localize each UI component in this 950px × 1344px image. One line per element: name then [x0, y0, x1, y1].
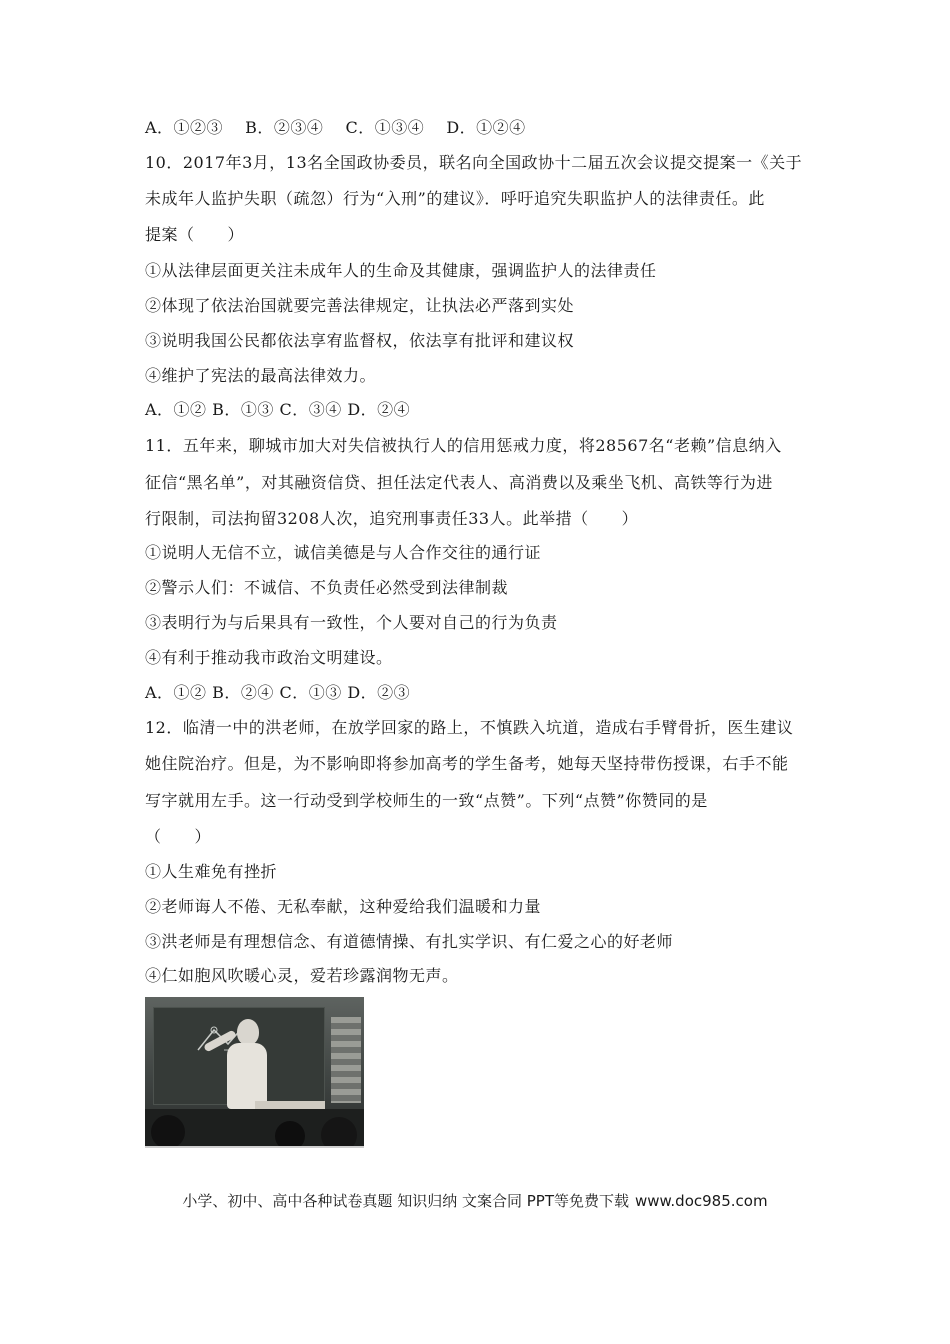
q11-option-2: ②警示人们：不诚信、不负责任必然受到法律制裁: [145, 578, 509, 597]
q10-option-4: ④维护了宪法的最高法律效力。: [145, 366, 377, 385]
q10-option-3: ③说明我国公民都依法享宥监督权，依法享有批评和建议权: [145, 331, 575, 350]
q12-option-4: ④仁如胞风吹暖心灵，爱若珍露润物无声。: [145, 966, 459, 985]
q11-option-4: ④有利于推动我市政治文明建设。: [145, 648, 393, 667]
q12-stem-line-3: 写字就用左手。这一行动受到学校师生的一致“点赞”。下列“点赞”你赞同的是: [145, 791, 708, 810]
q9-answer-options: A．①②③ B．②③④ C．①③④ D．①②④: [145, 118, 526, 137]
q12-stem-line-2: 她住院治疗。但是，为不影响即将参加高考的学生备考，她每天坚持带伤授课，右手不能: [145, 754, 789, 773]
q11-stem-line-1: 11．五年来，聊城市加大对失信被执行人的信用惩戒力度，将28567名“老赖”信息纳入: [145, 436, 782, 455]
q10-option-2: ②体现了依法治国就要完善法律规定，让执法必严落到实处: [145, 296, 575, 315]
q12-stem-line-1: 12．临清一中的洪老师，在放学回家的路上，不慎跌入坑道，造成右手臂骨折，医生建议: [145, 718, 794, 737]
q10-answer-options: A．①② B．①③ C．③④ D．②④: [145, 400, 411, 419]
q11-option-1: ①说明人无信不立，诚信美德是与人合作交往的通行证: [145, 543, 542, 562]
classroom-photo: [145, 997, 364, 1146]
teacher-head: [237, 1019, 259, 1045]
page-footer: [0, 1191, 950, 1211]
q11-option-3: ③表明行为与后果具有一致性，个人要对自己的行为负责: [145, 613, 558, 632]
q11-answer-options: A．①② B．②④ C．①③ D．②③: [145, 683, 411, 702]
q11-stem-line-2: 征信“黑名单”，对其融资信贷、担任法定代表人、高消费以及乘坐飞机、高铁等行为进: [145, 473, 773, 492]
q10-stem-line-2: 未成年人监护失职（疏忽）行为“入刑”的建议》．呼吁追究失职监护人的法律责任。此: [145, 189, 765, 208]
footer-text: 小学、初中、高中各种试卷真题 知识归纳 文案合同 PPT等免费下载: [182, 1192, 629, 1210]
q10-stem-line-1: 10．2017年3月，13名全国政协委员，联名向全国政协十二届五次会议提交提案一《关于: [145, 153, 803, 172]
student-head: [275, 1121, 305, 1146]
q11-stem-line-3: 行限制，司法拘留3208人次，追究刑事责任33人。此举措（ ）: [145, 509, 639, 528]
q12-option-1: ①人生难免有挫折: [145, 862, 278, 881]
footer-url-link[interactable]: www.doc985.com: [634, 1192, 768, 1210]
q12-stem-line-4: （ ）: [145, 827, 212, 846]
bookshelf: [331, 1017, 361, 1103]
q10-stem-line-3: 提案（ ）: [145, 225, 245, 244]
teacher-body: [227, 1043, 267, 1109]
q10-option-1: ①从法律层面更关注未成年人的生命及其健康，强调监护人的法律责任: [145, 261, 657, 280]
student-head: [151, 1115, 185, 1146]
student-head: [321, 1117, 357, 1146]
q12-option-3: ③洪老师是有理想信念、有道德情操、有扎实学识、有仁爱之心的好老师: [145, 932, 674, 951]
q12-option-2: ②老师诲人不倦、无私奉献，这种爱给我们温暖和力量: [145, 897, 542, 916]
photo-underline: [145, 1146, 364, 1148]
